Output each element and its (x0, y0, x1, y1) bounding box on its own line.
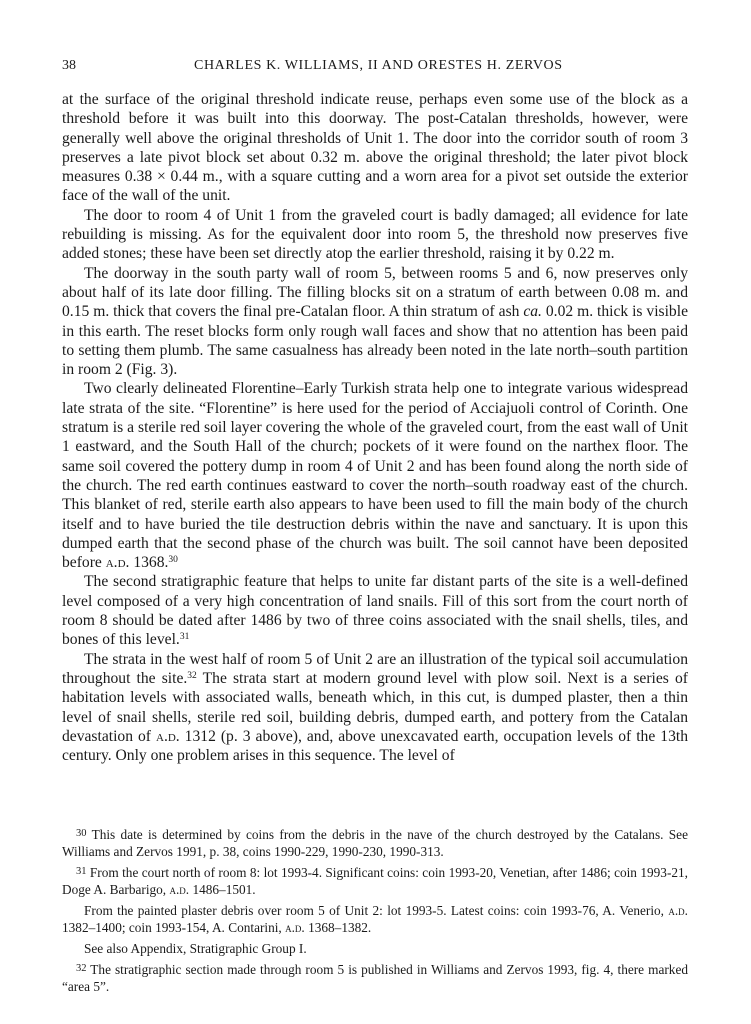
footnote-31-see-also: See also Appendix, Stratigraphic Group I. (84, 941, 307, 957)
footnote-number: 32 (76, 963, 87, 975)
footnote-31: $^{31}$ From the court north of room 8: lot 1993-4. Significant coins: coin 1993-20, Venetian, after 1486; coin 1993-21, Doge A. Barbarigo, a.d. 1486–1501. (62, 865, 688, 898)
body-text (62, 90, 688, 765)
footnote-30: $^{30}$ This date is determined by coins from the debris in the nave of the church destroyed by the Catalans. See Williams and Zervos 1991, p. 38, coins 1990-229, 1990-230, 1990-313. (62, 827, 688, 860)
paragraph-1: at the surface of the original threshold indicate reuse, perhaps even some use of the block as a threshold before it was built into this doorway. The post-Catalan thresholds, however, were generally well above the original thresholds of Unit 1. The door into the corridor south of room 3 preserves a late pivot block set about 0.32 m. above the original threshold; the later pivot block measures 0.38 × 0.44 m., with a square cutting and a worn area for a pivot set outside the exterior face of the wall of the unit. (62, 91, 688, 205)
running-head: CHARLES K. WILLIAMS, II AND ORESTES H. ZERVOS (194, 58, 563, 73)
footnote-31-continued: From the painted plaster debris over room 5 of Unit 2: lot 1993-5. Latest coins: coin 1993-76, A. Venerio, a.d. 1382–1400; coin 1993-154, A. Contarini, a.d. 1368–1382. (62, 903, 688, 936)
footnote-ref-31[interactable]: 31 (179, 632, 190, 643)
page-header (62, 58, 688, 78)
paragraph-5: The second stratigraphic feature that helps to unite far distant parts of the site is a well-defined level composed of a very high concentration of land snails. Fill of this sort from the court north of room 8 should be dated after 1486 by two of three coins associated with the snail shells, tiles, and bones of this level.$^{31}$ (62, 573, 688, 649)
footnote-32: $^{32}$ The stratigraphic section made through room 5 is published in Williams and Zervos 1993, fig. 4, there marked “area 5”. (62, 962, 688, 995)
italic-ca: ca. (523, 303, 542, 321)
footnote-number: 31 (76, 866, 87, 878)
paragraph-4: Two clearly delineated Florentine–Early Turkish strata help one to integrate various widespread late strata of the site. “Florentine” is here used for the period of Acciajuoli control of Corinth. One stratum is a sterile red soil layer covering the whole of the graveled court, from the east wall of Unit 1 eastward, and the South Hall of the church; pockets of it were found on the narthex floor. The same soil covered the pottery dump in room 4 of Unit 2 and has been found along the north side of the church. The red earth continues eastward to cover the north–south roadway east of the church. This blanket of red, sterile earth also appears to have been used to fill the main body of the church itself and to have buried the tile destruction debris within the nave and sanctuary. It is upon this dumped earth that the second phase of the church was built. The soil cannot have been deposited before a.d. 1368.30 (62, 380, 688, 572)
footnote-number: 30 (76, 828, 87, 839)
footnote-ref-30[interactable]: 30 (168, 555, 178, 566)
paragraph-3: The doorway in the south party wall of room 5, between rooms 5 and 6, now preserves only about half of its late door filling. The filling blocks sit on a stratum of earth between 0.08 m. and 0.15 m. thick that covers the final pre-Catalan floor. A thin stratum of ash ca. 0.02 m. thick is visible in this earth. The reset blocks form only rough wall faces and show that no attention has been paid to setting them plumb. The same casualness has already been noted in the late north–south partition in room 2 (Fig. 3). (62, 264, 688, 379)
era-ad: a.d. (156, 727, 180, 745)
page-number: 38 (62, 58, 76, 73)
paragraph-6: The strata in the west half of room 5 of Unit 2 are an illustration of the typical soil accumulation throughout the site.$^{32}$ The strata start at modern ground level with plow soil. Next is a series of habitation levels with associated walls, beneath which, in this cut, is dumped plaster, then a thin level of snail shells, sterile red soil, building debris, dumped earth, and pottery from the Catalan devastation of a.d. 1312 (p. 3 above), and, above unexcavated earth, occupation levels of the 13th century. Only one problem arises in this sequence. The level of (62, 650, 688, 765)
era-ad: a.d. (105, 554, 130, 572)
footnotes (62, 826, 688, 999)
paragraph-2: The door to room 4 of Unit 1 from the graveled court is badly damaged; all evidence for late rebuilding is missing. As for the equivalent door into room 5, the threshold now preserves five added stones; these have been set directly atop the earlier threshold, raising it by 0.22 m. (62, 206, 688, 263)
footnote-ref-32[interactable]: 32 (187, 670, 197, 681)
